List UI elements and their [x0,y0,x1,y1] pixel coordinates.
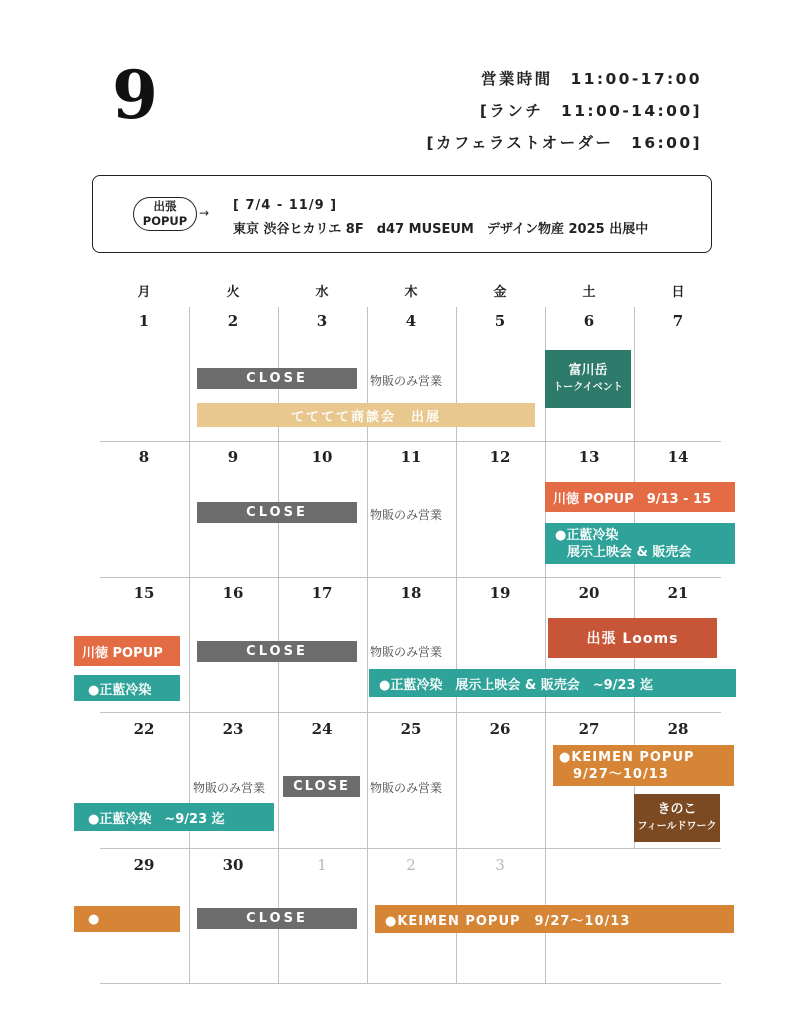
day-number: 6 [583,312,595,330]
business-hours [426,64,702,160]
grid-line [189,307,190,983]
popup-badge-line2: POPUP [142,214,188,228]
day-number: 22 [133,720,155,738]
weekday-tue: 火 [226,285,240,300]
arrow-right-icon: → [199,206,210,220]
shutcho-looms-event: 出張 Looms [548,618,717,658]
day-number: 26 [489,720,511,738]
weekday-fri: 金 [493,285,507,300]
day-number: 16 [222,584,244,602]
event-subtitle: 9/27〜10/13 [573,766,669,782]
grid-line [100,712,721,713]
close-event: CLOSE [283,776,360,797]
sales-only-note: 物販のみ営業 [370,645,443,659]
day-number: 20 [578,584,600,602]
event-subtitle: トークイベント [553,382,623,393]
event-title: 富川岳 [568,363,608,378]
day-number: 15 [133,584,155,602]
day-number: 1 [138,312,150,330]
shoai-event: ●正藍冷染 [74,675,180,701]
day-number: 2 [227,312,239,330]
day-number: 28 [667,720,689,738]
weekday-sun: 日 [671,285,685,300]
popup-badge [133,197,197,231]
keimen-popup-event: ● [74,906,180,932]
day-number: 24 [311,720,333,738]
close-event: CLOSE [197,641,357,662]
sales-only-note: 物販のみ営業 [370,508,443,522]
grid-line [100,983,721,984]
event-subtitle: フィールドワーク [637,821,717,832]
day-number: 30 [222,856,244,874]
weekday-thu: 木 [404,285,418,300]
day-number: 13 [578,448,600,466]
grid-line [100,441,721,442]
tetete-event: てててて商談会 出展 [197,403,535,427]
day-number-next-month: 2 [406,856,416,874]
grid-line [100,848,721,849]
sales-only-note: 物販のみ営業 [370,781,443,795]
keimen-popup-event [553,745,734,786]
shoai-event [545,523,735,564]
day-number: 9 [227,448,239,466]
sales-only-note: 物販のみ営業 [193,781,266,795]
day-number: 23 [222,720,244,738]
month-number: 9 [112,56,158,134]
weekday-wed: 水 [315,285,329,300]
sales-only-note: 物販のみ営業 [370,374,443,388]
weekday-sat: 土 [582,285,596,300]
day-number: 17 [311,584,333,602]
day-number: 11 [400,448,422,466]
day-number-next-month: 3 [495,856,505,874]
close-event: CLOSE [197,502,357,523]
event-subtitle: 展示上映会 & 販売会 [567,544,692,560]
day-number: 8 [138,448,150,466]
cafe-last-order-line: [カフェラストオーダー 16:00] [426,134,702,152]
popup-location: 東京 渋谷ヒカリエ 8F d47 MUSEUM デザイン物産 2025 出展中 [233,222,649,237]
day-number: 18 [400,584,422,602]
close-event: CLOSE [197,368,357,389]
shoai-event: ●正藍冷染 ~9/23 迄 [74,803,274,831]
tomikawa-talk-event [545,350,631,408]
day-number: 29 [133,856,155,874]
day-number: 4 [405,312,417,330]
day-number: 10 [311,448,333,466]
event-title: ●KEIMEN POPUP [559,749,695,765]
day-number: 19 [489,584,511,602]
weekday-mon: 月 [137,285,151,300]
day-number: 27 [578,720,600,738]
day-number: 25 [400,720,422,738]
kinoko-fieldwork-event [634,794,720,842]
event-title: きのこ [657,802,697,817]
day-number: 7 [672,312,684,330]
grid-line [100,577,721,578]
popup-badge-line1: 出張 [153,199,177,213]
kawatoku-popup-event: 川徳 POPUP 9/13 - 15 [545,482,735,512]
event-title: ●正藍冷染 [555,527,619,543]
shoai-event: ●正藍冷染 展示上映会 & 販売会 ~9/23 迄 [369,669,736,697]
day-number: 5 [494,312,506,330]
day-number: 14 [667,448,689,466]
day-number: 12 [489,448,511,466]
grid-line [545,307,546,983]
business-hours-line: 営業時間 11:00-17:00 [480,70,702,88]
popup-dates: [ 7/4 - 11/9 ] [233,198,338,213]
day-number-next-month: 1 [317,856,327,874]
day-number: 3 [316,312,328,330]
close-event: CLOSE [197,908,357,929]
kawatoku-popup-event: 川徳 POPUP [74,636,180,666]
popup-notice-box [92,175,712,253]
keimen-popup-event: ●KEIMEN POPUP 9/27〜10/13 [375,905,734,933]
lunch-hours-line: [ランチ 11:00-14:00] [479,102,702,120]
day-number: 21 [667,584,689,602]
